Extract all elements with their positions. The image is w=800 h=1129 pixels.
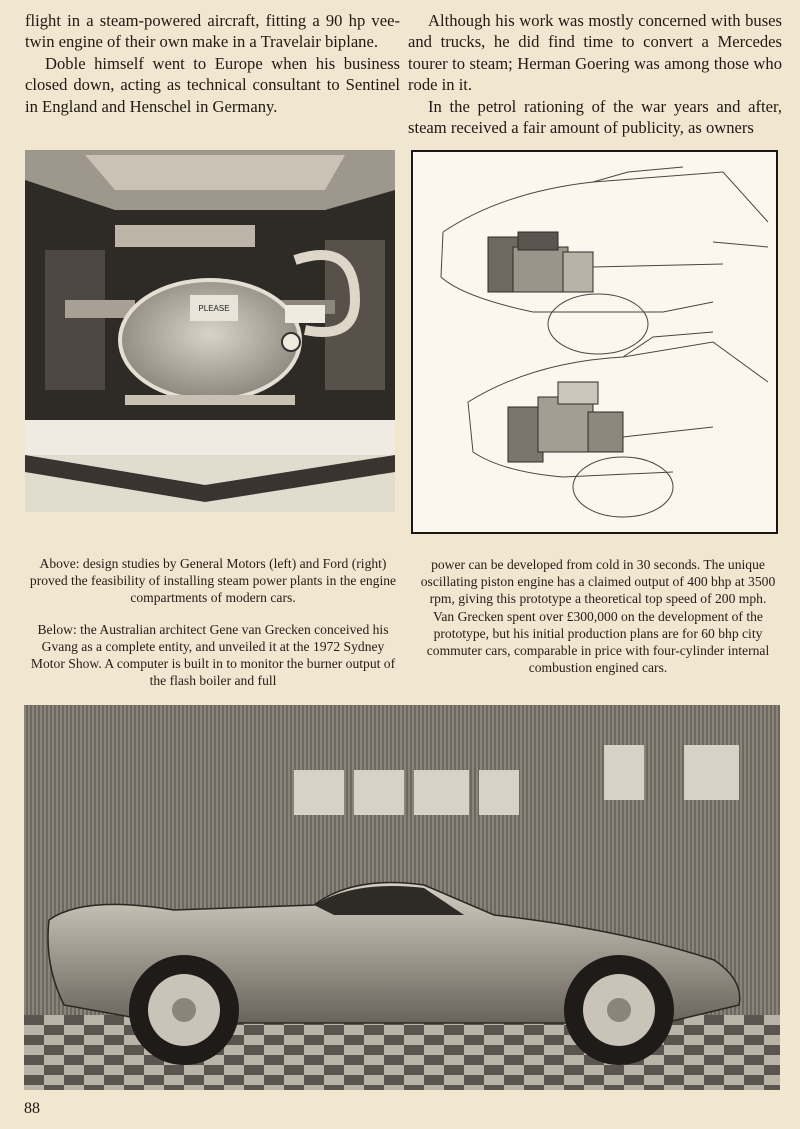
caption-left [25,555,401,689]
caption-right [412,556,784,676]
caption-paragraph: Van Grecken spent over £300,000 on the development of the prototype, but his initial production plans are for 60 bhp city commuter cars, comparable in price with four-cylinder internal combustion engined cars. [426,608,770,676]
gm-photo-plate-text: PLEASE [198,304,230,313]
caption-paragraph: Above: design studies by General Motors (left) and Ford (right) proved the feasibility of installing steam power plants in the engine compartments of modern cars. [29,556,397,606]
body-column-left [25,10,400,117]
caption-paragraph: power can be developed from cold in 30 seconds. The unique oscillating piston engine has a claimed output of 400 bhp at 3500 rpm, giving this prototype a theoretical top speed of 200 mph. [420,557,776,607]
gm-engine-photo [25,150,395,512]
ford-drawing [411,150,778,534]
body-paragraph: In the petrol rationing of the war years and after, steam received a fair amount of publicity, as owners [408,96,782,138]
caption-paragraph: Below: the Australian architect Gene van Grecken conceived his Gvang as a complete entity, and unveiled it at the 1972 Sydney Motor Show. A computer is built in to monitor the burner output of the flash boiler and full [30,621,396,689]
gvang-car-photo [24,705,780,1090]
body-column-right [408,10,782,138]
body-paragraph: Although his work was mostly concerned with buses and trucks, he did find time to convert a Mercedes tourer to steam; Herman Goering was among those who rode in it. [408,11,782,95]
body-paragraph: Doble himself went to Europe when his business closed down, acting as technical consultant to Sentinel in England and Henschel in Germany. [25,53,400,116]
body-paragraph: flight in a steam-powered aircraft, fitting a 90 hp vee-twin engine of their own make in a Travelair biplane. [25,11,400,52]
page-number: 88 [24,1100,40,1117]
